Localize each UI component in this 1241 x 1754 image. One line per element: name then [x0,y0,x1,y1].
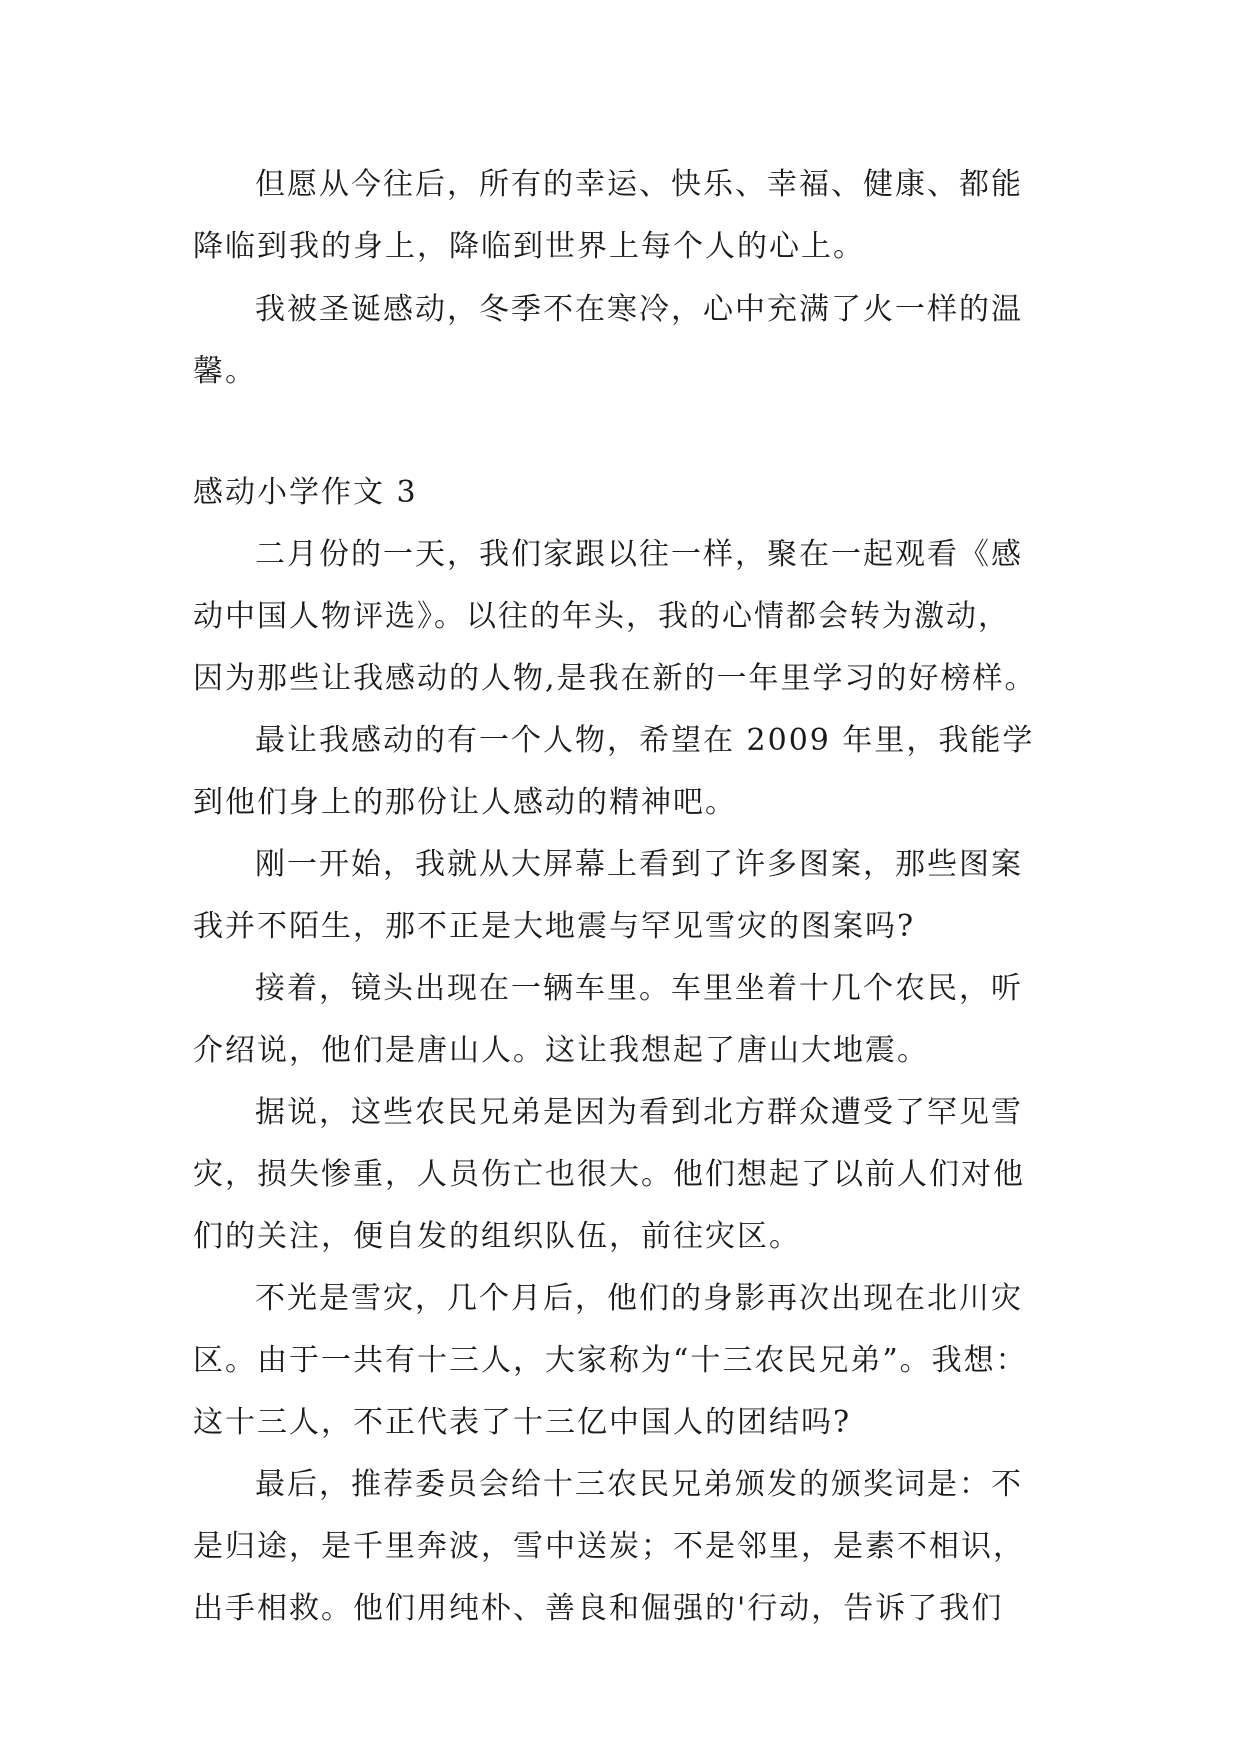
paragraph-line: 是归途，是千里奔波，雪中送炭；不是邻里，是素不相识， [193,1529,1025,1564]
paragraph-line: 到他们身上的那份让人感动的精神吧。 [193,785,737,820]
paragraph-line: 出手相救。他们用纯朴、善良和倔强的'行动，告诉了我们 [193,1591,1004,1626]
paragraph-line: 不光是雪灾，几个月后，他们的身影再次出现在北川灾 [255,1281,1023,1316]
section-heading: 感动小学作文 3 [193,475,418,510]
paragraph-line: 灾，损失惨重，人员伤亡也很大。他们想起了以前人们对他 [193,1157,1025,1192]
paragraph-line: 最让我感动的有一个人物，希望在 2009 年里，我能学 [255,723,1035,758]
paragraph-line: 们的关注，便自发的组织队伍，前往灾区。 [193,1219,801,1254]
paragraph-line: 因为那些让我感动的人物,是我在新的一年里学习的好榜样。 [193,661,1037,696]
paragraph-line: 区。由于一共有十三人，大家称为“十三农民兄弟”。我想： [193,1343,1028,1378]
paragraph-line: 介绍说，他们是唐山人。这让我想起了唐山大地震。 [193,1033,929,1068]
paragraph-line: 我被圣诞感动，冬季不在寒冷，心中充满了火一样的温 [255,292,1023,327]
paragraph-line: 最后，推荐委员会给十三农民兄弟颁发的颁奖词是：不 [255,1467,1023,1502]
paragraph-line: 刚一开始，我就从大屏幕上看到了许多图案，那些图案 [255,847,1023,882]
paragraph-line: 接着，镜头出现在一辆车里。车里坐着十几个农民，听 [255,971,1023,1006]
paragraph-line: 据说，这些农民兄弟是因为看到北方群众遭受了罕见雪 [255,1095,1023,1130]
paragraph-line: 我并不陌生，那不正是大地震与罕见雪灾的图案吗? [193,909,916,944]
paragraph-line: 这十三人，不正代表了十三亿中国人的团结吗? [193,1405,852,1440]
paragraph-line: 但愿从今往后，所有的幸运、快乐、幸福、健康、都能 [255,167,1023,202]
paragraph-line: 馨。 [193,354,257,389]
paragraph-line: 动中国人物评选》。以往的年头，我的心情都会转为激动， [193,599,1010,634]
paragraph-line: 二月份的一天，我们家跟以往一样，聚在一起观看《感 [255,537,1023,572]
paragraph-line: 降临到我的身上，降临到世界上每个人的心上。 [193,229,865,264]
